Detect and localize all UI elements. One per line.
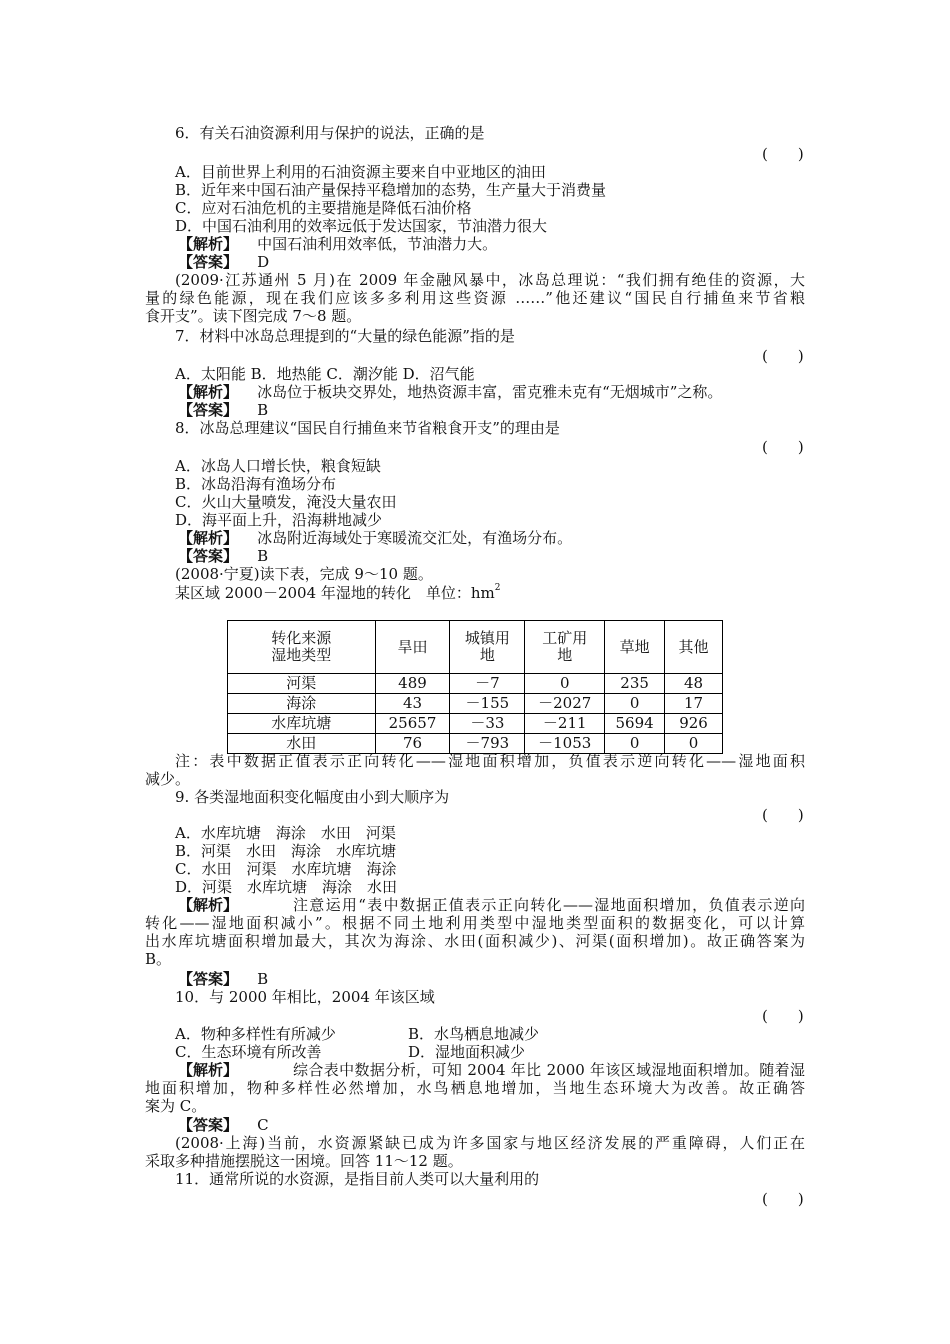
q9-answer-blank: ( )	[762, 806, 804, 824]
answer-text: B	[257, 970, 269, 988]
table-note-line-1: 注：表中数据正值表示正向转化——湿地面积增加，负值表示逆向转化——湿地面积	[175, 752, 805, 770]
q7-answer-blank: ( )	[762, 347, 804, 365]
table-cell: －793	[450, 734, 525, 754]
analysis-text: 综合表中数据分析，可知 2004 年比 2000 年该区域湿地面积增加。随着湿	[293, 1061, 805, 1079]
table-caption-superscript: 2	[494, 583, 501, 593]
material-c-line-1: (2008·上海)当前，水资源紧缺已成为许多国家与地区经济发展的严重障碍，人们正在	[175, 1134, 805, 1152]
row-header: 河渠	[228, 674, 376, 694]
table-cell: 43	[375, 694, 450, 714]
row-header: 海涂	[228, 694, 376, 714]
q9-stem: 9. 各类湿地面积变化幅度由小到大顺序为	[175, 788, 450, 806]
answer-text: D	[257, 253, 270, 271]
q9-option-a: A．水库坑塘 海涂 水田 河渠	[175, 824, 396, 842]
column-header: 草地	[605, 621, 665, 674]
q8-answer-blank: ( )	[762, 438, 804, 456]
q11-answer-blank: ( )	[762, 1190, 804, 1208]
q10-analysis-line-1	[178, 1061, 805, 1079]
table-cell: －155	[450, 694, 525, 714]
q8-stem: 8．冰岛总理建议“国民自行捕鱼来节省粮食开支”的理由是	[175, 419, 560, 437]
analysis-tag: 【解析】	[178, 383, 239, 401]
material-c-line-2: 采取多种措施摆脱这一困境。回答 11～12 题。	[145, 1152, 463, 1170]
q10-option-c: C．生态环境有所改善	[175, 1043, 322, 1061]
q9-option-d: D．河渠 水库坑塘 海涂 水田	[175, 878, 398, 896]
q9-option-b: B．河渠 水田 海涂 水库坑塘	[175, 842, 397, 860]
table-row	[228, 714, 723, 734]
q9-analysis-line-2: 转化——湿地面积减小”。根据不同土地利用类型中湿地类型面积的数据变化，可以计算	[145, 914, 805, 932]
table-row	[228, 674, 723, 694]
answer-text: C	[257, 1116, 269, 1134]
q8-answer	[178, 547, 268, 565]
q6-option-d: D．中国石油利用的效率远低于发达国家，节油潜力很大	[175, 217, 548, 235]
table-cell: 5694	[605, 714, 665, 734]
table-cell: 17	[665, 694, 723, 714]
q6-analysis	[178, 235, 497, 253]
material-a-line-3: 食开支”。读下图完成 7～8 题。	[145, 307, 362, 325]
column-header: 工矿用 地	[525, 621, 605, 674]
answer-tag: 【答案】	[178, 401, 239, 419]
q8-analysis	[178, 529, 572, 547]
table-cell: －7	[450, 674, 525, 694]
q10-answer-blank: ( )	[762, 1007, 804, 1025]
answer-tag: 【答案】	[178, 547, 239, 565]
q9-option-c: C．水田 河渠 水库坑塘 海涂	[175, 860, 397, 878]
q9-analysis-line-4: B。	[145, 950, 172, 968]
q10-answer	[178, 1116, 269, 1134]
q10-option-a: A．物种多样性有所减少	[175, 1025, 336, 1043]
q6-answer-blank: ( )	[762, 145, 804, 163]
table-note-line-2: 减少。	[145, 770, 191, 788]
analysis-text: 注意运用“表中数据正值表示正向转化——湿地面积增加，负值表示逆向	[293, 896, 805, 914]
table-cell: 926	[665, 714, 723, 734]
answer-tag: 【答案】	[178, 1116, 239, 1134]
q11-stem: 11．通常所说的水资源，是指目前人类可以大量利用的	[175, 1170, 540, 1188]
analysis-text: 冰岛附近海域处于寒暖流交汇处，有渔场分布。	[257, 529, 573, 547]
column-header: 城镇用 地	[450, 621, 525, 674]
table-cell: －211	[525, 714, 605, 734]
table-cell: 48	[665, 674, 723, 694]
table-cell: 0	[605, 734, 665, 754]
table-cell: －33	[450, 714, 525, 734]
answer-tag: 【答案】	[178, 970, 239, 988]
q7-stem: 7．材料中冰岛总理提到的“大量的绿色能源”指的是	[175, 327, 515, 345]
answer-tag: 【答案】	[178, 253, 239, 271]
q9-analysis-line-1	[178, 896, 805, 914]
material-a-line-2: 量的绿色能源，现在我们应该多多利用这些资源 ……”他还建议“国民自行捕鱼来节省粮	[145, 289, 805, 307]
column-header: 其他	[665, 621, 723, 674]
table-cell: 0	[605, 694, 665, 714]
answer-text: B	[257, 547, 269, 565]
q8-option-a: A．冰岛人口增长快，粮食短缺	[175, 457, 381, 475]
analysis-text: 中国石油利用效率低，节油潜力大。	[257, 235, 498, 253]
wetland-conversion-table	[227, 620, 723, 754]
corner-type-label: 湿地类型	[271, 646, 332, 664]
column-header: 旱田	[375, 621, 450, 674]
table-row	[228, 734, 723, 754]
table-caption-text: 某区域 2000－2004 年湿地的转化 单位：hm	[175, 584, 495, 602]
material-a-line-1: (2009·江苏通州 5 月)在 2009 年金融风暴中，冰岛总理说：“我们拥有绝佳的资源，大	[175, 271, 805, 289]
row-header: 水库坑塘	[228, 714, 376, 734]
q10-option-b: B．水鸟栖息地减少	[408, 1025, 540, 1043]
table-cell: －1053	[525, 734, 605, 754]
q6-option-a: A．目前世界上利用的石油资源主要来自中亚地区的油田	[175, 163, 546, 181]
row-header: 水田	[228, 734, 376, 754]
material-b: (2008·宁夏)读下表，完成 9～10 题。	[175, 565, 433, 583]
table-cell: 25657	[375, 714, 450, 734]
table-cell: 235	[605, 674, 665, 694]
q6-stem: 6．有关石油资源利用与保护的说法，正确的是	[175, 124, 485, 142]
q7-options: A．太阳能 B．地热能 C．潮汐能 D．沼气能	[175, 365, 475, 383]
table-cell: 489	[375, 674, 450, 694]
q10-stem: 10．与 2000 年相比，2004 年该区域	[175, 988, 435, 1006]
answer-text: B	[257, 401, 269, 419]
q10-analysis-line-3: 案为 C。	[145, 1097, 207, 1115]
table-cell: 0	[665, 734, 723, 754]
analysis-text: 冰岛位于板块交界处，地热资源丰富，雷克雅未克有“无烟城市”之称。	[257, 383, 723, 401]
q8-option-c: C．火山大量喷发，淹没大量农田	[175, 493, 397, 511]
analysis-tag: 【解析】	[178, 896, 239, 914]
table-cell: 0	[525, 674, 605, 694]
analysis-tag: 【解析】	[178, 235, 239, 253]
table-cell: －2027	[525, 694, 605, 714]
q9-analysis-line-3: 出水库坑塘面积增加最大，其次为海涂、水田(面积减少)、河渠(面积增加)。故正确答案为	[145, 932, 805, 950]
q10-analysis-line-2: 地面积增加，物种多样性必然增加，水鸟栖息地增加，当地生态环境大为改善。故正确答	[145, 1079, 805, 1097]
q7-analysis	[178, 383, 722, 401]
q6-option-c: C．应对石油危机的主要措施是降低石油价格	[175, 199, 472, 217]
table-header-row	[228, 621, 723, 674]
analysis-tag: 【解析】	[178, 1061, 239, 1079]
q8-option-d: D．海平面上升，沿海耕地减少	[175, 511, 383, 529]
q10-option-d: D．湿地面积减少	[408, 1043, 526, 1061]
q7-answer	[178, 401, 268, 419]
analysis-tag: 【解析】	[178, 529, 239, 547]
table-header-corner	[228, 621, 376, 674]
corner-source-label: 转化来源	[271, 629, 332, 647]
q6-option-b: B．近年来中国石油产量保持平稳增加的态势，生产量大于消费量	[175, 181, 607, 199]
table-caption	[175, 584, 501, 602]
table-cell: 76	[375, 734, 450, 754]
table-row	[228, 694, 723, 714]
q9-answer	[178, 970, 268, 988]
q8-option-b: B．冰岛沿海有渔场分布	[175, 475, 337, 493]
q6-answer	[178, 253, 269, 271]
